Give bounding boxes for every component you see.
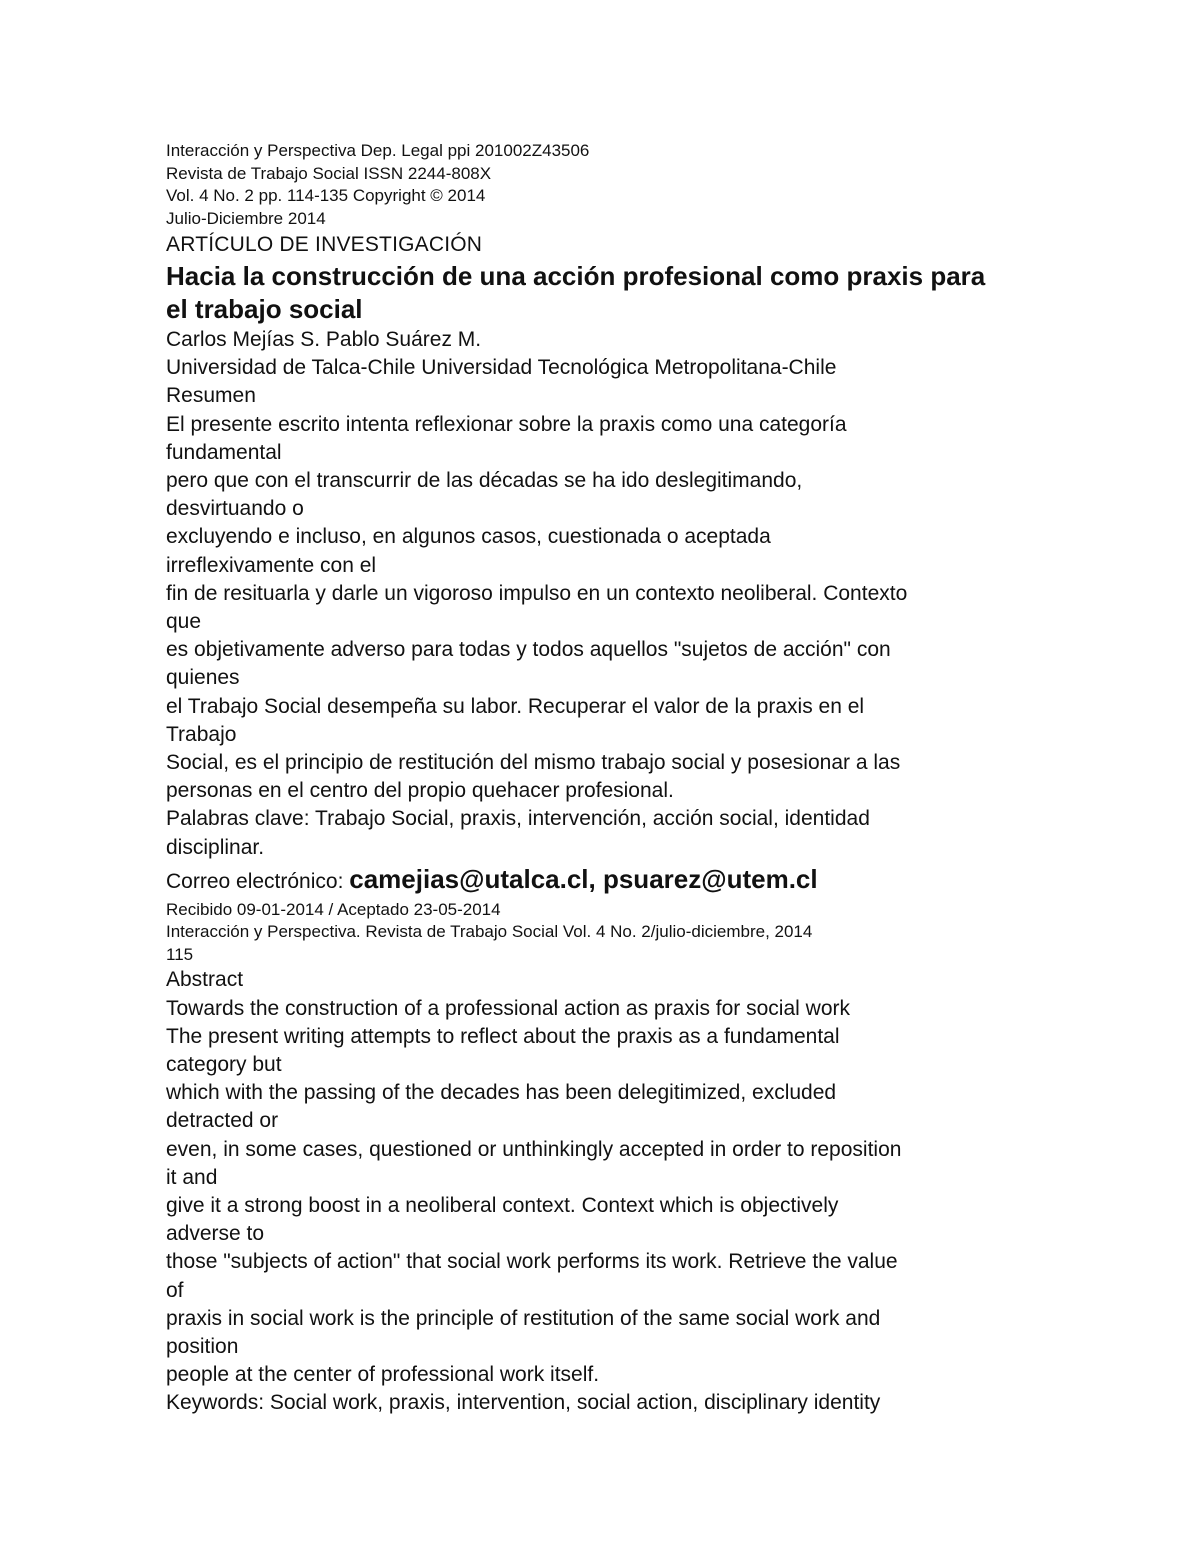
keywords-line: Keywords: Social work, praxis, intervention, social action, disciplinary identity xyxy=(166,1391,881,1415)
abstract-line: which with the passing of the decades has been delegitimized, excluded xyxy=(166,1081,837,1105)
resumen-line: que xyxy=(166,610,202,634)
abstract-line: even, in some cases, questioned or unthinkingly accepted in order to reposition xyxy=(166,1137,902,1161)
resumen-section xyxy=(166,382,1046,861)
palabras-clave-line: Palabras clave: Trabajo Social, praxis, intervención, acción social, identidad xyxy=(166,807,870,831)
abstract-line: The present writing attempts to reflect about the praxis as a fundamental xyxy=(166,1024,840,1048)
resumen-line: excluyendo e incluso, en algunos casos, cuestionada o aceptada xyxy=(166,525,771,549)
abstract-line: those "subjects of action" that social work performs its work. Retrieve the value xyxy=(166,1250,898,1274)
article-title-line: el trabajo social xyxy=(166,294,363,324)
article-title-line: Hacia la construcción de una acción profesional como praxis para xyxy=(166,261,986,291)
abstract-line: position xyxy=(166,1335,239,1358)
contact-email-label: Correo electrónico: xyxy=(166,869,350,893)
resumen-line: fundamental xyxy=(166,440,282,464)
abstract-title: Towards the construction of a professional action as praxis for social work xyxy=(166,996,850,1020)
received-accepted-dates: Recibido 09-01-2014 / Aceptado 23-05-2014 xyxy=(166,899,501,919)
abstract-line: of xyxy=(166,1278,184,1302)
page-footer-citation: Interacción y Perspectiva. Revista de Trabajo Social Vol. 4 No. 2/julio-diciembre, 2014 xyxy=(166,922,813,942)
resumen-line: quienes xyxy=(166,666,240,690)
journal-header-line: Revista de Trabajo Social ISSN 2244-808X xyxy=(166,163,492,183)
resumen-line: desvirtuando o xyxy=(166,497,304,521)
resumen-line: el Trabajo Social desempeña su labor. Recuperar el valor de la praxis en el xyxy=(166,694,865,718)
contact-email-addresses[interactable]: camejias@utalca.cl, psuarez@utem.cl xyxy=(349,863,818,894)
resumen-line: es objetivamente adverso para todas y todos aquellos "sujetos de acción" con xyxy=(166,638,891,662)
resumen-line: El presente escrito intenta reflexionar sobre la praxis como una categoría xyxy=(166,412,847,436)
resumen-line: fin de resituarla y darle un vigoroso impulso en un contexto neoliberal. Contexto xyxy=(166,581,908,605)
resumen-line: pero que con el transcurrir de las décadas se ha ido deslegitimando, xyxy=(166,469,803,493)
abstract-line: praxis in social work is the principle of restitution of the same social work and xyxy=(166,1306,881,1330)
abstract-line: it and xyxy=(166,1165,218,1189)
article-title xyxy=(166,260,1046,326)
journal-header-line: Julio-Diciembre 2014 xyxy=(166,208,326,228)
abstract-line: give it a strong boost in a neoliberal context. Context which is objectively xyxy=(166,1193,839,1217)
abstract-section xyxy=(166,966,1046,1417)
resumen-line: irreflexivamente con el xyxy=(166,553,377,577)
authors: Carlos Mejías S. Pablo Suárez M. xyxy=(166,328,482,351)
affiliations: Universidad de Talca-Chile Universidad Tecnológica Metropolitana-Chile xyxy=(166,356,837,380)
article-type: ARTÍCULO DE INVESTIGACIÓN xyxy=(166,233,483,256)
palabras-clave-line: disciplinar. xyxy=(166,835,265,859)
resumen-heading: Resumen xyxy=(166,384,256,408)
journal-header-line: Interacción y Perspectiva Dep. Legal ppi 201002Z43506 xyxy=(166,141,590,160)
abstract-line: category but xyxy=(166,1052,282,1076)
document-page xyxy=(166,140,1046,1418)
contact-email-row xyxy=(166,862,1046,899)
abstract-line: detracted or xyxy=(166,1109,279,1133)
journal-header xyxy=(166,140,1046,230)
resumen-line: Social, es el principio de restitución del mismo trabajo social y posesionar a las xyxy=(166,751,901,775)
resumen-line: Trabajo xyxy=(166,722,237,746)
abstract-heading: Abstract xyxy=(166,968,244,992)
abstract-line: people at the center of professional work itself. xyxy=(166,1363,600,1387)
page-number: 115 xyxy=(166,944,194,964)
journal-header-line: Vol. 4 No. 2 pp. 114-135 Copyright © 2014 xyxy=(166,186,486,205)
abstract-line: adverse to xyxy=(166,1222,265,1246)
resumen-line: personas en el centro del propio quehacer profesional. xyxy=(166,779,674,803)
